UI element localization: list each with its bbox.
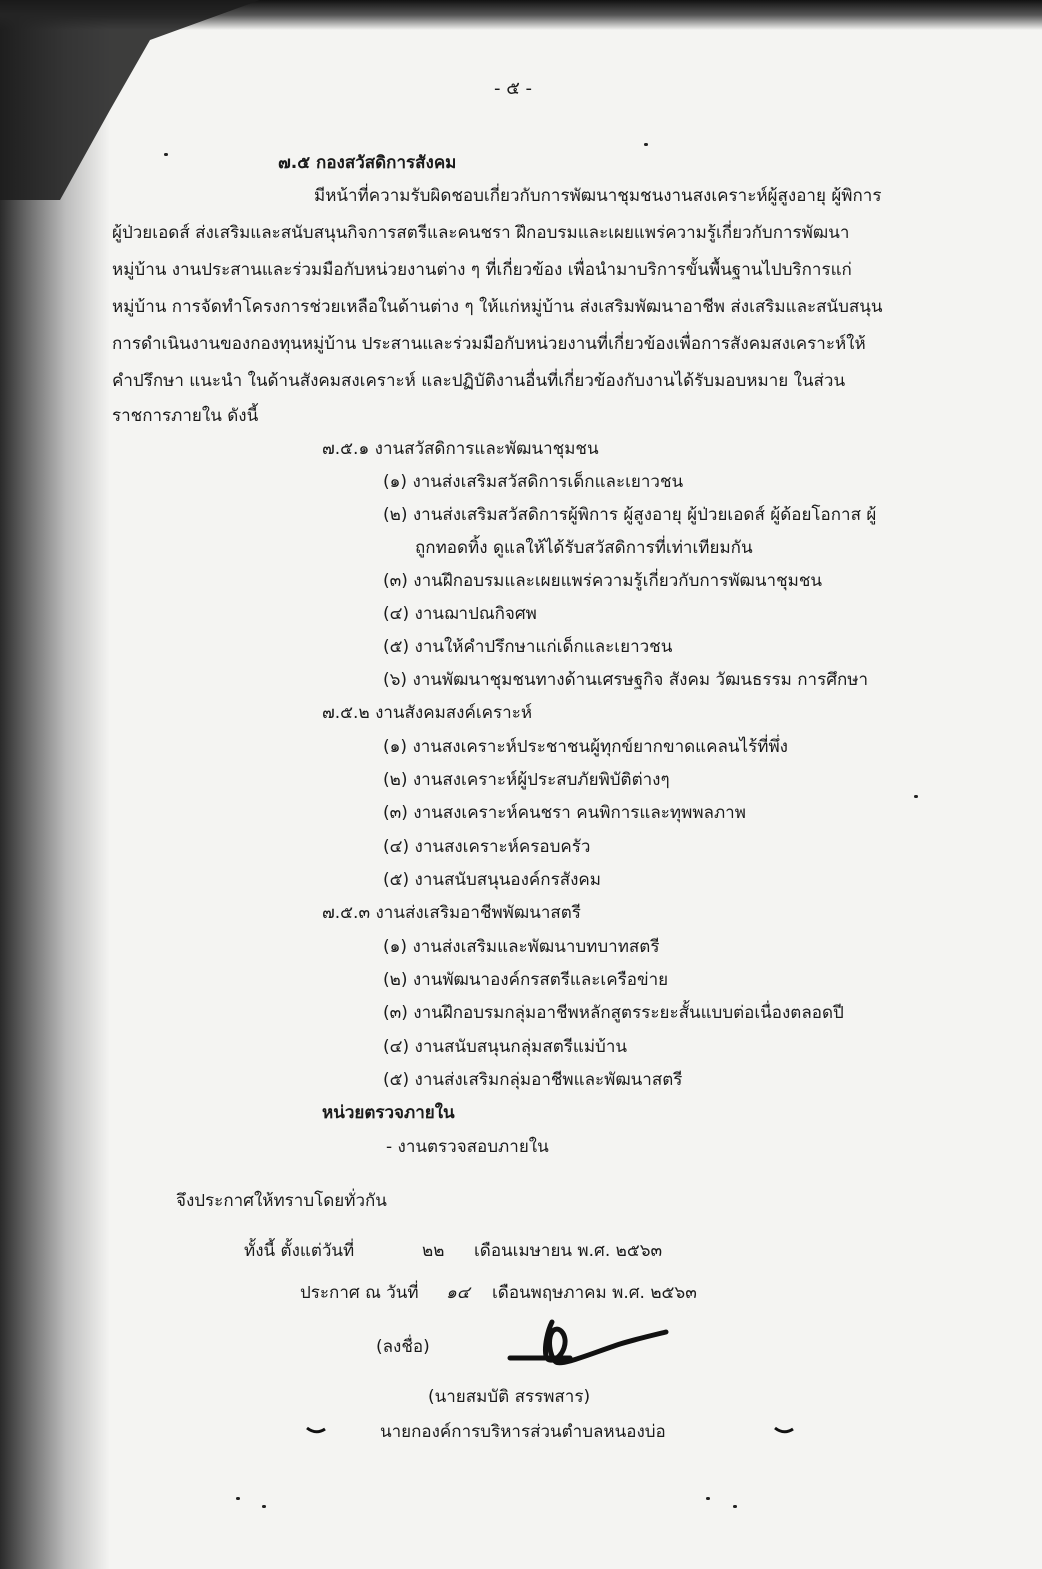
section-title: ๗.๕ กองสวัสดิการสังคม — [278, 153, 457, 173]
list-item: (๓) งานสงเคราะห์คนชรา คนพิการและทุพพลภาพ — [383, 803, 746, 823]
subsection-heading: ๗.๕.๓ งานส่งเสริมอาชีพพัฒนาสตรี — [322, 903, 581, 923]
list-item: (๑) งานสงเคราะห์ประชาชนผู้ทุกข์ยากขาดแคลนไร้ที่พึ่ง — [383, 737, 788, 757]
list-item-continuation: ถูกทอดทิ้ง ดูแลให้ได้รับสวัสดิการที่เท่าเทียมกัน — [415, 538, 753, 558]
list-item: (๒) งานสงเคราะห์ผู้ประสบภัยพิบัติต่างๆ — [383, 770, 670, 790]
list-item: (๕) งานสนับสนุนองค์กรสังคม — [383, 870, 601, 890]
signer-name: (นายสมบัติ สรรพสาร) — [428, 1387, 591, 1407]
list-item: (๔) งานสงเคราะห์ครอบครัว — [383, 837, 591, 857]
announcement-text: จึงประกาศให้ทราบโดยทั่วกัน — [176, 1191, 387, 1211]
list-item: (๑) งานส่งเสริมสวัสดิการเด็กและเยาวชน — [383, 472, 684, 492]
list-item: (๖) งานพัฒนาชุมชนทางด้านเศรษฐกิจ สังคม วัฒนธรรม การศึกษา — [383, 670, 869, 690]
effective-label: ทั้งนี้ ตั้งแต่วันที่ — [244, 1241, 355, 1261]
intro-line: มีหน้าที่ความรับผิดชอบเกี่ยวกับการพัฒนาชุมชนงานสงเคราะห์ผู้สูงอายุ ผู้พิการ — [314, 186, 882, 206]
intro-line: การดำเนินงานของกองทุนหมู่บ้าน ประสานและร่วมมือกับหน่วยงานที่เกี่ยวข้องเพื่อการสังคมสงเคราะห์ให้ — [112, 334, 866, 354]
effective-day: ๒๒ — [422, 1241, 445, 1261]
announced-label: ประกาศ ณ วันที่ — [300, 1283, 419, 1303]
list-item: (๒) งานส่งเสริมสวัสดิการผู้พิการ ผู้สูงอายุ ผู้ป่วยเอดส์ ผู้ด้อยโอกาส ผู้ — [383, 505, 877, 525]
intro-line: คำปรึกษา แนะนำ ในด้านสังคมสงเคราะห์ และปฏิบัติงานอื่นที่เกี่ยวข้องกับงานได้รับมอบหมาย ในส่วน — [112, 371, 846, 391]
intro-line: ผู้ป่วยเอดส์ ส่งเสริมและสนับสนุนกิจการสตรีและคนชรา ฝึกอบรมและเผยแพร่ความรู้เกี่ยวกับการพัฒนา — [112, 223, 850, 243]
scan-dot — [644, 143, 648, 146]
scan-dot — [236, 1497, 240, 1500]
folded-corner-shadow — [0, 0, 260, 200]
audit-heading: หน่วยตรวจภายใน — [322, 1103, 455, 1123]
signature-mark — [500, 1300, 680, 1390]
page-number: - ๕ - — [494, 78, 533, 99]
intro-line: หมู่บ้าน การจัดทำโครงการช่วยเหลือในด้านต่าง ๆ ให้แก่หมู่บ้าน ส่งเสริมพัฒนาอาชีพ ส่งเสริมและสนับสนุน — [112, 297, 883, 317]
scan-dot — [914, 795, 918, 798]
announced-month-year: เดือนพฤษภาคม พ.ศ. ๒๕๖๓ — [492, 1283, 697, 1303]
effective-month-year: เดือนเมษายน พ.ศ. ๒๕๖๓ — [474, 1241, 663, 1261]
list-item: (๓) งานฝึกอบรมกลุ่มอาชีพหลักสูตรระยะสั้นแบบต่อเนื่องตลอดปี — [383, 1003, 844, 1023]
list-item: (๔) งานสนับสนุนกลุ่มสตรีแม่บ้าน — [383, 1037, 627, 1057]
list-item: (๔) งานฌาปณกิจศพ — [383, 604, 537, 624]
scan-dot — [733, 1505, 737, 1508]
scan-dot — [164, 153, 168, 156]
subsection-heading: ๗.๕.๒ งานสังคมสงค์เคราะห์ — [322, 703, 533, 723]
page-edge-shadow — [0, 0, 110, 1569]
list-item: (๕) งานส่งเสริมกลุ่มอาชีพและพัฒนาสตรี — [383, 1070, 683, 1090]
signed-label: (ลงชื่อ) — [376, 1337, 430, 1357]
subsection-heading: ๗.๕.๑ งานสวัสดิการและพัฒนาชุมชน — [322, 439, 599, 459]
scan-dot — [706, 1497, 710, 1500]
scan-dot — [262, 1505, 266, 1508]
list-item: (๕) งานให้คำปรึกษาแก่เด็กและเยาวชน — [383, 637, 673, 657]
announced-day: ๑๔ — [446, 1283, 470, 1303]
intro-line: ราชการภายใน ดังนี้ — [112, 406, 259, 426]
signer-title: นายกองค์การบริหารส่วนตำบลหนองบ่อ — [380, 1422, 666, 1442]
list-item: (๒) งานพัฒนาองค์กรสตรีและเครือข่าย — [383, 970, 669, 990]
scan-mark — [774, 1426, 794, 1436]
list-item: (๑) งานส่งเสริมและพัฒนาบทบาทสตรี — [383, 937, 660, 957]
list-item: (๓) งานฝึกอบรมและเผยแพร่ความรู้เกี่ยวกับการพัฒนาชุมชน — [383, 571, 822, 591]
intro-line: หมู่บ้าน งานประสานและร่วมมือกับหน่วยงานต่าง ๆ ที่เกี่ยวข้อง เพื่อนำมาบริการขั้นพื้นฐานไปบริการแก่ — [112, 260, 852, 280]
scan-mark — [306, 1426, 326, 1436]
audit-item: - งานตรวจสอบภายใน — [386, 1137, 549, 1157]
